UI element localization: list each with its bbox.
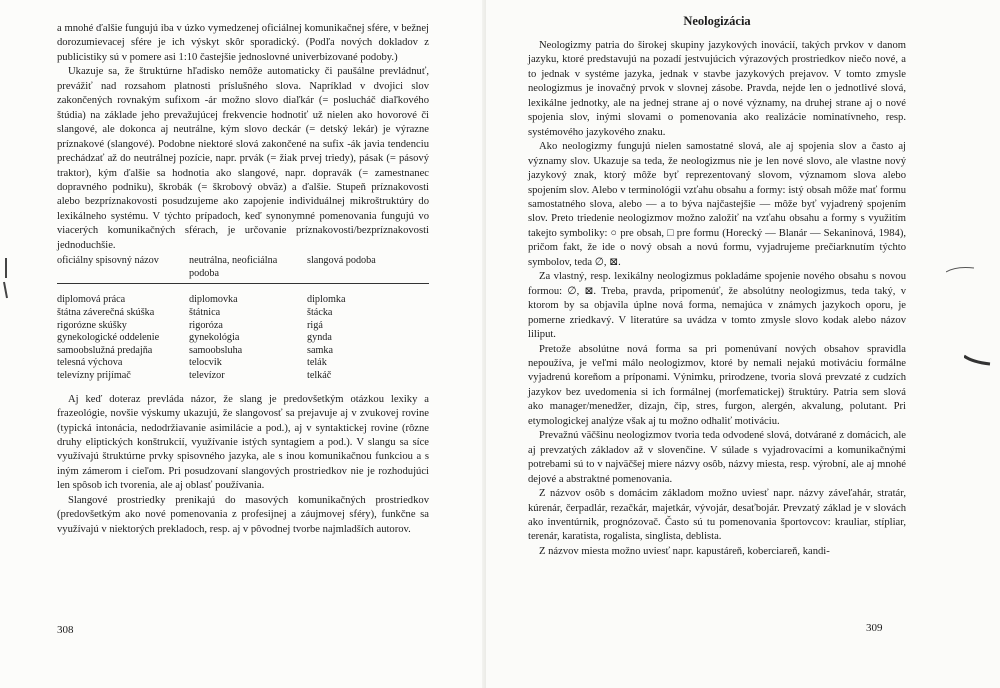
table-cell: diplomka — [307, 294, 346, 306]
terms-table — [57, 255, 429, 388]
paragraph: Z názvov miesta možno uviesť napr. kapustáreň, koberciareň, kandi- — [539, 545, 830, 557]
right-text-column — [528, 14, 906, 559]
paragraph: Za vlastný, resp. lexikálny neologizmus pokladáme spojenie nového obsahu s novou formou: ∅, ⊠. Treba, pravda, pripomenúť, že absolútny neologizmus, teda taký, v ktorom by sa objavila úplne nová forma, nemajúca v známych jazykoch oporu, je pomerne zriedkavý. V literatúre sa uvádza v tomto zmysle slovo kodak alebo názov liliput. — [528, 271, 906, 341]
left-page — [0, 0, 486, 688]
table-row — [57, 307, 429, 320]
table-cell: štátnica — [189, 307, 221, 319]
table-cell: rigorózne skúšky — [57, 319, 127, 331]
paragraph: Aj keď doteraz prevláda názor, že slang je predovšetkým otázkou lexiky a frazeológie, novšie výskumy ukazujú, že slangovosť sa prejavuje aj v zvukovej rovine (typická intonácia, nedodržiavanie asimilácie a pod.), aj v syntaktickej rovine (rôzne druhy eliptických konštrukcií, využívanie istých syntagiem a pod.). V slangu sa síce využívajú štruktúrne prvky spisovného jazyka, ale s inou komunikačnou funkciou a s iným zámerom i cieľom. Pri posudzovaní slangových prostriedkov nie je rozhodujúci len spôsob ich tvorenia, ale aj oblasť používania. — [57, 393, 429, 492]
table-row — [57, 345, 429, 358]
table-cell: telák — [307, 357, 327, 369]
column-header: neutrálna, neoficiálna podoba — [189, 255, 307, 284]
table-cell: diplomová práca — [57, 294, 126, 306]
scan-margin-mark — [2, 258, 10, 302]
table-cell: telesná výchova — [57, 357, 123, 369]
section-title: Neologizácia — [683, 14, 751, 28]
paragraph: Ukazuje sa, že štruktúrne hľadisko nemôže automaticky či paušálne prevládnuť, prevážiť nad rozsahom platnosti príslušného slova. Napríklad v dvojici slov zakončených rovnakým sufixom -ár možno slovo diaľkár (= poslucháč diaľkového štúdia) na základe jeho prevažujúcej frekvencie hodnotiť už nielen ako hovorové či slangové, ale dokonca aj neutrálne, kým slovo deckár (= detský lekár) je výrazne príznakové (slangové). Podobne niektoré slová zakončené na sufix -ák javia tendenciu prechádzať až do neutrálnej pozície, napr. prvák (= žiak prvej triedy), pásak (= pásový traktor), kým ďalšie sa hodnotia ako slangové, napr. dopravák (= zamestnanec dopravného podniku), škrobák (= škrobový obväz) a ďalšie. Stupeň príznakovosti alebo bezpríznakovosti posudzujeme ako zapojenie individuálnej mikroštruktúry do lexikálneho systému. V týchto prípadoch, keď synonymné pomenovania fungujú vo viacerých komunikačných sférach, je určovanie príznakovosti/bezpríznakovosti jednoduchšie. — [57, 66, 429, 251]
table-cell: diplomovka — [189, 294, 238, 306]
table-cell: gynekológia — [189, 332, 240, 344]
scan-margin-mark — [964, 352, 994, 368]
paragraph: Ako neologizmy fungujú nielen samostatné slová, ale aj spojenia slov a často aj významy slov. Ukazuje sa teda, že neologizmus nie je len nové slovo, ale vlastne nový jazykový znak, ktorý môže byť reprezentovaný slovom, významom slova alebo spojením slov. Alebo v terminológii vzťahu obsahu a formy: istý obsah môže mať formu samostatného slova, alebo — a to býva najčastejšie — môže byť vyjadrený spojením slov. Preto triedenie neologizmov možno založiť na vzťahu obsahu a formy s využitím takejto symboliky: ○ pre obsah, □ pre formu (Horecký — Blanár — Sekaninová, 1984), pričom fakt, že ide o nový obsah a novú formu, vyjadrujeme prečiarknutím týchto symbolov, teda ∅, ⊠. — [528, 141, 906, 268]
table-row — [57, 320, 429, 333]
table-cell: gynekologické oddelenie — [57, 332, 160, 344]
paragraph: a mnohé ďalšie fungujú iba v úzko vymedzenej oficiálnej komunikačnej sfére, v bežnej dorozumievacej sfére je ich výskyt skôr sporadický. (Podľa nových dokladov z publicistiky sú v pomere asi 1:10 častejšie jednoslovné univerbizované podoby.) — [57, 23, 429, 63]
page-number: 308 — [57, 624, 74, 636]
table-row — [57, 284, 429, 307]
column-header: slangová podoba — [307, 255, 429, 284]
table-header-row — [57, 255, 429, 284]
table-cell: telkáč — [307, 370, 332, 381]
column-header: oficiálny spisovný názov — [57, 255, 189, 284]
table-row — [57, 370, 429, 389]
table-cell: televízny prijímač — [57, 370, 131, 381]
paragraph: Pretože absolútne nová forma sa pri pomenúvaní nových obsahov spravidla nepoužíva, je veľmi málo neologizmov, ktoré by nemali nejakú motiváciu formálne vyjadrenú koreňom a príponami. Výnimku, prirodzene, tvoria slová prevzaté z cudzích jazykov bez uvedomenia si ich formálnej (morfematickej) štruktúry. Patria sem slová ako manager/menedžer, dizajn, čip, stres, furgon, alergén, akvalung, polutant. Pri etymologickej analýze však aj tu možno odhaliť motiváciu. — [528, 343, 906, 427]
scan-margin-mark — [946, 264, 976, 276]
paragraph: Prevažnú väčšinu neologizmov tvoria teda odvodené slová, dotvárané z domácich, ale aj prevzatých základov až v slovenčine. V súlade s vyjadrovacími a komunikačnými potrebami sú to v najväčšej miere názvy osôb, názvy miesta, resp. výrobní, ale aj mnohé dejové a abstraktné pomenovania. — [528, 430, 906, 485]
paragraph: Slangové prostriedky prenikajú do masových komunikačných prostriedkov (predovšetkým ako nové pomenovania z profesijnej a záujmovej sféry), funkčne sa využívajú v niektorých prekladoch, resp. aj v pôvodnej tvorbe najmladších autorov. — [57, 494, 429, 535]
table-cell: samka — [307, 344, 334, 356]
table-row — [57, 357, 429, 370]
table-cell: rigoróza — [189, 319, 223, 331]
paragraph: Z názvov osôb s domácim základom možno uviesť napr. názvy záveľahár, stratár, kúrenár, čerpadlár, rezačkár, majetkár, vývojár, desaťbojár. Prevzatý základ je v slovách ako inventúrnik, prognózovač. Často sú tu pomenovania športovcov: krauliar, stípliar, terenár, karatista, rogalista, singlista, deblista. — [528, 488, 906, 543]
table-cell: gynda — [307, 332, 332, 344]
table-cell: rigá — [307, 319, 323, 331]
left-text-column — [57, 22, 429, 537]
table-cell: telocvik — [189, 357, 222, 369]
table-cell: štácka — [307, 307, 333, 319]
table-cell: štátna záverečná skúška — [57, 307, 155, 319]
page-number: 309 — [866, 622, 883, 634]
table-cell: samoobslužná predajňa — [57, 344, 153, 356]
table-cell: televízor — [189, 370, 225, 381]
right-page — [486, 0, 1000, 688]
paragraph: Neologizmy patria do širokej skupiny jazykových inovácií, takých prvkov v danom jazyku, ktoré predstavujú na pozadí jestvujúcich výrazových prostriedkov niečo nové, a to jednak v systéme jazyka, jednak v stavbe jazykových prejavov. V tomto zmysle neologizmus je inovačný prvok v slovnej zásobe. Pravda, nejde len o jednotlivé slová, lexikálne jednotky, ale na jednej strane aj o nové významy, na druhej strane aj o nové spojenia slov, inými slovami o pomenovania ako realizácie nominatívneho, resp. systémového jazykového znaku. — [528, 40, 906, 138]
table-row — [57, 332, 429, 345]
table-cell: samoobsluha — [189, 344, 243, 356]
